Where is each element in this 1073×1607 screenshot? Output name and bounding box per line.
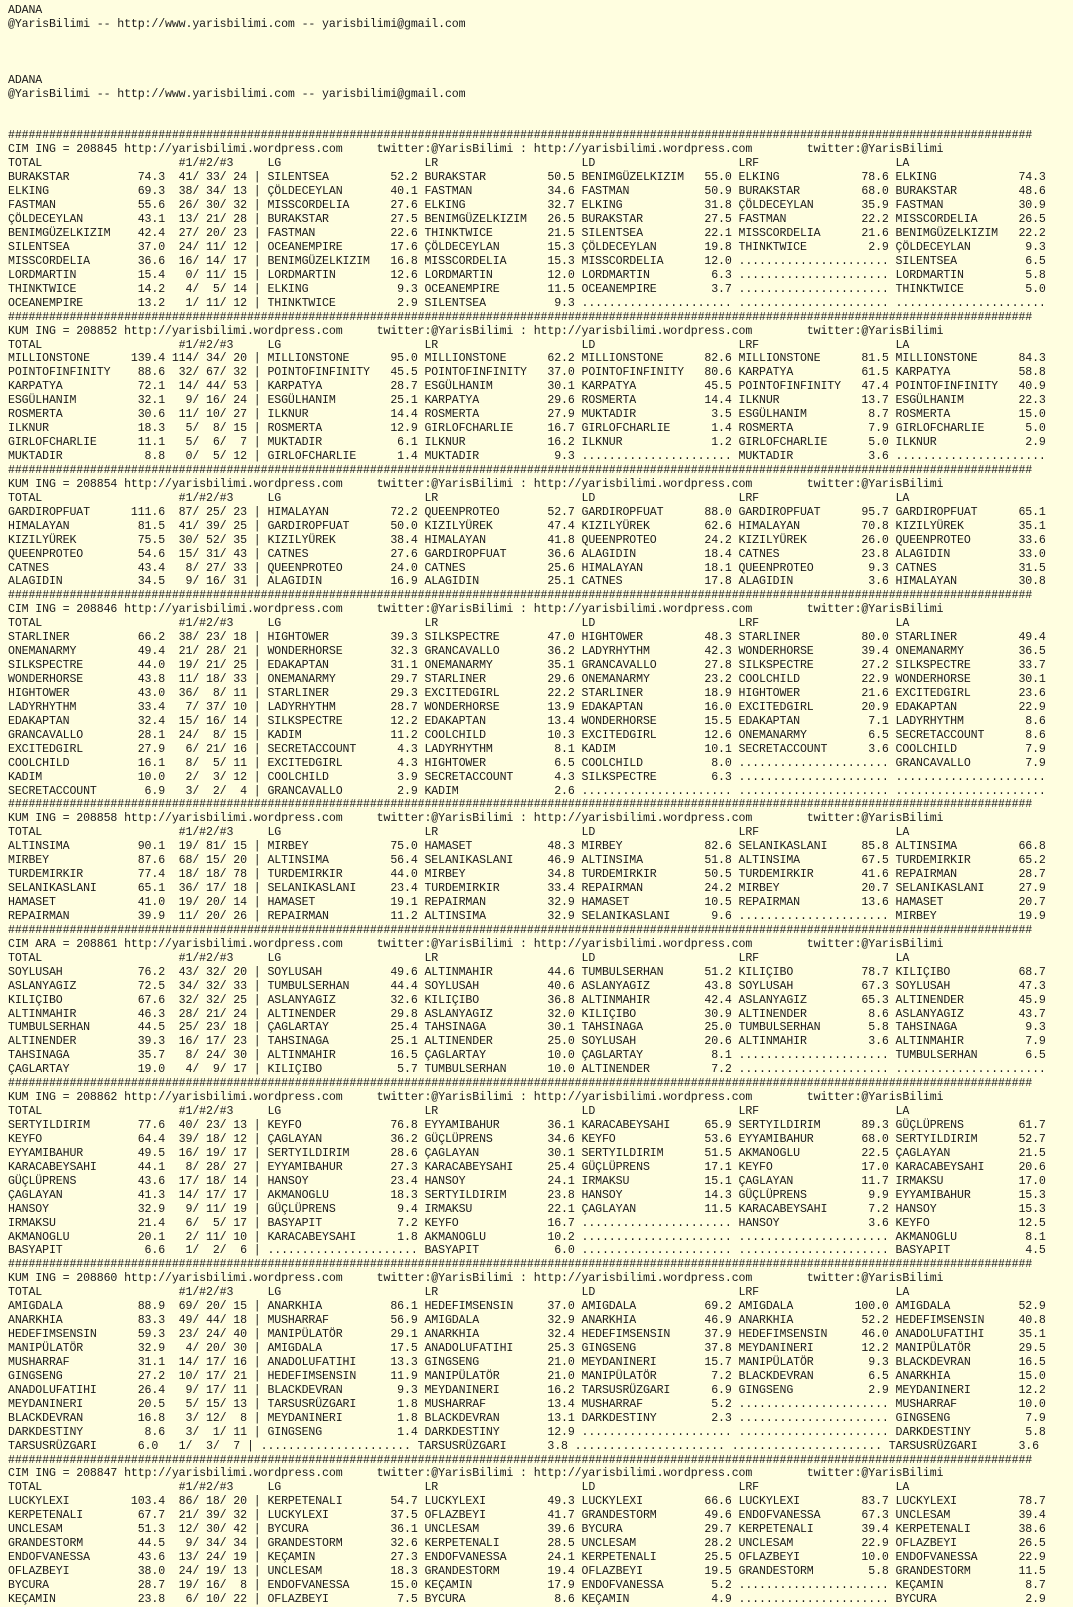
horse-row-line: GARDIROPFUAT 111.6 87/ 25/ 23 | HIMALAYAN 72.2 QUEENPROTEO 52.7 GARDIROPFUAT 88.0 GARDIROPFUAT 95.7 GARDIROPFUAT 65.1: [8, 505, 1046, 519]
horse-row-line: BURAKSTAR 74.3 41/ 33/ 24 | SILENTSEA 52.2 BURAKSTAR 50.5 BENIMGÜZELKIZIM 55.0 ELKING 78.6 ELKING 74.3: [8, 171, 1046, 185]
horse-row-line: QUEENPROTEO 54.6 15/ 31/ 43 | CATNES 27.6 GARDIROPFUAT 36.6 ALAGIDIN 18.4 CATNES 23.8 ALAGIDIN 33.0: [8, 547, 1046, 561]
separator-line: ######################################################################################################################################################: [8, 129, 1033, 143]
column-header-line: TOTAL #1/#2/#3 LG LR LD LRF LA: [8, 951, 910, 965]
horse-row-line: MANIPÜLATÖR 32.9 4/ 20/ 30 | AMIGDALA 17.5 ANADOLUFATIHI 25.3 GINGSENG 37.8 MEYDANINERI 12.2 MANIPÜLATÖR 29.5: [8, 1342, 1046, 1355]
horse-row-line: HANSOY 32.9 9/ 11/ 19 | GÜÇLÜPRENS 9.4 IRMAKSU 22.1 ÇAGLAYAN 11.5 KARACABEYSAHI 7.2 HANSOY 15.3: [8, 1202, 1046, 1216]
horse-row-line: ÇÖLDECEYLAN 43.1 13/ 21/ 28 | BURAKSTAR 27.5 BENIMGÜZELKIZIM 26.5 BURAKSTAR 27.5 FASTMAN 22.2 MISSCORDELIA 26.5: [8, 213, 1046, 227]
horse-row-line: COOLCHILD 16.1 8/ 5/ 11 | EXCITEDGIRL 4.3 HIGHTOWER 6.5 COOLCHILD 8.0 ...................... GRANCAVALLO 7.9: [8, 756, 1046, 770]
horse-row-line: THINKTWICE 14.2 4/ 5/ 14 | ELKING 9.3 OCEANEMPIRE 11.5 OCEANEMPIRE 3.7 ...................... THINKTWICE 5.0: [8, 282, 1046, 296]
race-header-line: KUM ING = 208854 http://yarisbilimi.wordpress.com twitter:@YarisBilimi : http://yarisbilimi.wordpress.com twitter:@YarisBilimi: [8, 477, 944, 491]
horse-row-line: HIGHTOWER 43.0 36/ 8/ 11 | STARLINER 29.3 EXCITEDGIRL 22.2 STARLINER 18.9 HIGHTOWER 21.6 EXCITEDGIRL 23.6: [8, 686, 1046, 700]
column-header-line: TOTAL #1/#2/#3 LG LR LD LRF LA: [8, 826, 910, 840]
horse-row-line: OCEANEMPIRE 13.2 1/ 11/ 12 | THINKTWICE 2.9 SILENTSEA 9.3 ...................... ...................... ......................: [8, 296, 1046, 310]
horse-row-line: AMIGDALA 88.9 69/ 20/ 15 | ANARKHIA 86.1 HEDEFIMSENSIN 37.0 AMIGDALA 69.2 AMIGDALA 100.0 AMIGDALA 52.9: [8, 1300, 1046, 1314]
horse-row-line: ÇAGLAYAN 41.3 14/ 17/ 17 | AKMANOGLU 18.3 SERTYILDIRIM 23.8 HANSOY 14.3 GÜÇLÜPRENS 9.9 EYYAMIBAHUR 15.3: [8, 1188, 1046, 1202]
horse-row-line: ALTINSIMA 90.1 19/ 81/ 15 | MIRBEY 75.0 HAMASET 48.3 MIRBEY 82.6 SELANIKASLANI 85.8 ALTINSIMA 66.8: [8, 840, 1046, 854]
horse-row-line: MEYDANINERI 20.5 5/ 15/ 13 | TARSUSRÜZGARI 1.8 MUSHARRAF 13.4 MUSHARRAF 5.2 ...................... MUSHARRAF 10.0: [8, 1397, 1046, 1411]
blank-line: [8, 102, 1065, 116]
horse-row-line: GINGSENG 27.2 10/ 17/ 21 | HEDEFIMSENSIN 11.9 MANIPÜLATÖR 21.0 MANIPÜLATÖR 7.2 BLACKDEVRAN 6.5 ANARKHIA 15.0: [8, 1369, 1046, 1383]
horse-row-line: LUCKYLEXI 103.4 86/ 18/ 20 | KERPETENALI 54.7 LUCKYLEXI 49.3 LUCKYLEXI 66.6 LUCKYLEXI 83.7 LUCKYLEXI 78.7: [8, 1495, 1046, 1509]
horse-row-line: SERTYILDIRIM 77.6 40/ 23/ 13 | KEYFO 76.8 EYYAMIBAHUR 36.1 KARACABEYSAHI 65.9 SERTYILDIRIM 89.3 GÜÇLÜPRENS 61.7: [8, 1119, 1046, 1132]
race-header-line: CIM ING = 208845 http://yarisbilimi.wordpress.com twitter:@YarisBilimi : http://yarisbilimi.wordpress.com twitter:@YarisBilimi: [8, 143, 944, 157]
horse-row-line: DARKDESTINY 8.6 3/ 1/ 11 | GINGSENG 1.4 DARKDESTINY 12.9 ...................... ...................... DARKDESTINY 5.8: [8, 1425, 1046, 1439]
horse-row-line: ONEMANARMY 49.4 21/ 28/ 21 | WONDERHORSE 32.3 GRANCAVALLO 36.2 LADYRHYTHM 42.3 WONDERHORSE 39.4 ONEMANARMY 36.5: [8, 645, 1046, 659]
horse-row-line: SELANIKASLANI 65.1 36/ 17/ 18 | SELANIKASLANI 23.4 TURDEMIRKIR 33.4 REPAIRMAN 24.2 MIRBEY 20.7 SELANIKASLANI 27.9: [8, 882, 1046, 896]
horse-row-line: LADYRHYTHM 33.4 7/ 37/ 10 | LADYRHYTHM 28.7 WONDERHORSE 13.9 EDAKAPTAN 16.0 EXCITEDGIRL 20.9 EDAKAPTAN 22.9: [8, 700, 1046, 714]
horse-row-line: EXCITEDGIRL 27.9 6/ 21/ 16 | SECRETACCOUNT 4.3 LADYRHYTHM 8.1 KADIM 10.1 SECRETACCOUNT 3.6 COOLCHILD 7.9: [8, 742, 1046, 756]
horse-row-line: LORDMARTIN 15.4 0/ 11/ 15 | LORDMARTIN 12.6 LORDMARTIN 12.0 LORDMARTIN 6.3 ...................... LORDMARTIN 5.8: [8, 268, 1046, 282]
separator-line: ######################################################################################################################################################: [8, 589, 1033, 603]
horse-row-line: MISSCORDELIA 36.6 16/ 14/ 17 | BENIMGÜZELKIZIM 16.8 MISSCORDELIA 15.3 MISSCORDELIA 12.0 ...................... SILENTSEA 6.5: [8, 254, 1046, 268]
separator-line: ######################################################################################################################################################: [8, 310, 1033, 324]
separator-line: ######################################################################################################################################################: [8, 798, 1033, 812]
horse-row-line: MIRBEY 87.6 68/ 15/ 20 | ALTINSIMA 56.4 SELANIKASLANI 46.9 ALTINSIMA 51.8 ALTINSIMA 67.5 TURDEMIRKIR 65.2: [8, 854, 1046, 868]
horse-row-line: ASLANYAGIZ 72.5 34/ 32/ 33 | TUMBULSERHAN 44.4 SOYLUSAH 40.6 ASLANYAGIZ 43.8 SOYLUSAH 67.3 SOYLUSAH 47.3: [8, 979, 1046, 993]
horse-row-line: AKMANOGLU 20.1 2/ 11/ 10 | KARACABEYSAHI 1.8 AKMANOGLU 10.2 ...................... ...................... AKMANOGLU 8.1: [8, 1230, 1046, 1244]
horse-row-line: GÜÇLÜPRENS 43.6 17/ 18/ 14 | HANSOY 23.4 HANSOY 24.1 IRMAKSU 15.1 ÇAGLAYAN 11.7 IRMAKSU 17.0: [8, 1174, 1046, 1188]
horse-row-line: GRANCAVALLO 28.1 24/ 8/ 15 | KADIM 11.2 COOLCHILD 10.3 EXCITEDGIRL 12.6 ONEMANARMY 6.5 SECRETACCOUNT 8.6: [8, 728, 1046, 742]
race-header-line: KUM ING = 208858 http://yarisbilimi.wordpress.com twitter:@YarisBilimi : http://yarisbilimi.wordpress.com twitter:@YarisBilimi: [8, 812, 944, 826]
horse-row-line: MUKTADIR 8.8 0/ 5/ 12 | GIRLOFCHARLIE 1.4 MUKTADIR 9.3 ...................... MUKTADIR 3.6 ......................: [8, 450, 1046, 463]
horse-row-line: GRANDESTORM 44.5 9/ 34/ 34 | GRANDESTORM 32.6 KERPETENALI 28.5 UNCLESAM 28.2 UNCLESAM 22.9 OFLAZBEYI 26.5: [8, 1537, 1046, 1551]
horse-row-line: HEDEFIMSENSIN 59.3 23/ 24/ 40 | MANIPÜLATÖR 29.1 ANARKHIA 32.4 HEDEFIMSENSIN 37.9 HEDEFIMSENSIN 46.0 ANADOLUFATIHI 35.1: [8, 1328, 1046, 1342]
horse-row-line: SECRETACCOUNT 6.9 3/ 2/ 4 | GRANCAVALLO 2.9 KADIM 2.6 ...................... ...................... ......................: [8, 784, 1046, 798]
site-header-line: @YarisBilimi -- http://www.yarisbilimi.com -- yarisbilimi@gmail.com: [8, 17, 466, 31]
horse-row-line: SILKSPECTRE 44.0 19/ 21/ 25 | EDAKAPTAN 31.1 ONEMANARMY 35.1 GRANCAVALLO 27.8 SILKSPECTRE 27.2 SILKSPECTRE 33.7: [8, 659, 1046, 673]
horse-row-line: TARSUSRÜZGARI 6.0 1/ 3/ 7 | ...................... TARSUSRÜZGARI 3.8 ...................... ...................... TARSUSRÜZGARI 3.6: [8, 1439, 1039, 1453]
horse-row-line: MILLIONSTONE 139.4 114/ 34/ 20 | MILLIONSTONE 95.0 MILLIONSTONE 62.2 MILLIONSTONE 82.6 MILLIONSTONE 81.5 MILLIONSTONE 84.3: [8, 352, 1046, 366]
column-header-line: TOTAL #1/#2/#3 LG LR LD LRF LA: [8, 1481, 910, 1495]
horse-row-line: UNCLESAM 51.3 12/ 30/ 42 | BYCURA 36.1 UNCLESAM 39.6 BYCURA 29.7 KERPETENALI 39.4 KERPETENALI 38.6: [8, 1523, 1046, 1537]
blank-line: [8, 116, 1065, 130]
horse-row-line: KEÇAMIN 23.8 6/ 10/ 22 | OFLAZBEYI 7.5 BYCURA 8.6 KEÇAMIN 4.9 ...................... BYCURA 2.9: [8, 1592, 1046, 1606]
column-header-line: TOTAL #1/#2/#3 LG LR LD LRF LA: [8, 1286, 910, 1300]
horse-row-line: OFLAZBEYI 38.0 24/ 19/ 13 | UNCLESAM 18.3 GRANDESTORM 19.4 OFLAZBEYI 19.5 GRANDESTORM 5.8 GRANDESTORM 11.5: [8, 1565, 1046, 1578]
horse-row-line: EYYAMIBAHUR 49.5 16/ 19/ 17 | SERTYILDIRIM 28.6 ÇAGLAYAN 30.1 SERTYILDIRIM 51.5 AKMANOGLU 22.5 ÇAGLAYAN 21.5: [8, 1146, 1046, 1160]
horse-row-line: EDAKAPTAN 32.4 15/ 16/ 14 | SILKSPECTRE 12.2 EDAKAPTAN 13.4 WONDERHORSE 15.5 EDAKAPTAN 7.1 LADYRHYTHM 8.6: [8, 714, 1046, 728]
horse-row-line: ALAGIDIN 34.5 9/ 16/ 31 | ALAGIDIN 16.9 ALAGIDIN 25.1 CATNES 17.8 ALAGIDIN 3.6 HIMALAYAN 30.8: [8, 575, 1046, 589]
horse-row-line: SOYLUSAH 76.2 43/ 32/ 20 | SOYLUSAH 49.6 ALTINMAHIR 44.6 TUMBULSERHAN 51.2 KILIÇIBO 78.7 KILIÇIBO 68.7: [8, 965, 1046, 979]
horse-row-line: BENIMGÜZELKIZIM 42.4 27/ 20/ 23 | FASTMAN 22.6 THINKTWICE 21.5 SILENTSEA 22.1 MISSCORDELIA 21.6 BENIMGÜZELKIZIM 22.2: [8, 227, 1046, 240]
horse-row-line: POINTOFINFINITY 88.6 32/ 67/ 32 | POINTOFINFINITY 45.5 POINTOFINFINITY 37.0 POINTOFINFINITY 80.6 KARPATYA 61.5 KARPATYA 58.8: [8, 366, 1046, 380]
horse-row-line: REPAIRMAN 39.9 11/ 20/ 26 | REPAIRMAN 11.2 ALTINSIMA 32.9 SELANIKASLANI 9.6 ...................... MIRBEY 19.9: [8, 909, 1046, 923]
column-header-line: TOTAL #1/#2/#3 LG LR LD LRF LA: [8, 1105, 910, 1119]
horse-row-line: TUMBULSERHAN 44.5 25/ 23/ 18 | ÇAGLARTAY 25.4 TAHSINAGA 30.1 TAHSINAGA 25.0 TUMBULSERHAN 5.8 TAHSINAGA 9.3: [8, 1021, 1046, 1035]
horse-row-line: ÇAGLARTAY 19.0 4/ 9/ 17 | KILIÇIBO 5.7 TUMBULSERHAN 10.0 ALTINENDER 7.2 ...................... ......................: [8, 1063, 1046, 1077]
blank-line: [8, 46, 1065, 60]
column-header-line: TOTAL #1/#2/#3 LG LR LD LRF LA: [8, 617, 910, 631]
horse-row-line: IRMAKSU 21.4 6/ 5/ 17 | BASYAPIT 7.2 KEYFO 16.7 ...................... HANSOY 3.6 KEYFO 12.5: [8, 1216, 1046, 1230]
horse-row-line: ALTINMAHIR 46.3 28/ 21/ 24 | ALTINENDER 29.8 ASLANYAGIZ 32.0 KILIÇIBO 30.9 ALTINENDER 8.6 ASLANYAGIZ 43.7: [8, 1007, 1046, 1021]
horse-row-line: HAMASET 41.0 19/ 20/ 14 | HAMASET 19.1 REPAIRMAN 32.9 HAMASET 10.5 REPAIRMAN 13.6 HAMASET 20.7: [8, 896, 1046, 909]
horse-row-line: KARPATYA 72.1 14/ 44/ 53 | KARPATYA 28.7 ESGÜLHANIM 30.1 KARPATYA 45.5 POINTOFINFINITY 47.4 POINTOFINFINITY 40.9: [8, 380, 1046, 394]
separator-line: ######################################################################################################################################################: [8, 1258, 1033, 1272]
race-header-line: CIM ING = 208847 http://yarisbilimi.wordpress.com twitter:@YarisBilimi : http://yarisbilimi.wordpress.com twitter:@YarisBilimi: [8, 1467, 944, 1481]
horse-row-line: STARLINER 66.2 38/ 23/ 18 | HIGHTOWER 39.3 SILKSPECTRE 47.0 HIGHTOWER 48.3 STARLINER 80.0 STARLINER 49.4: [8, 631, 1046, 645]
horse-row-line: FASTMAN 55.6 26/ 30/ 32 | MISSCORDELIA 27.6 ELKING 32.7 ELKING 31.8 ÇÖLDECEYLAN 35.9 FASTMAN 30.9: [8, 199, 1046, 213]
horse-row-line: KIZILYÜREK 75.5 30/ 52/ 35 | KIZILYÜREK 38.4 HIMALAYAN 41.8 QUEENPROTEO 24.2 KIZILYÜREK 26.0 QUEENPROTEO 33.6: [8, 533, 1046, 547]
separator-line: ######################################################################################################################################################: [8, 923, 1033, 937]
horse-row-line: WONDERHORSE 43.8 11/ 18/ 33 | ONEMANARMY 29.7 STARLINER 29.6 ONEMANARMY 23.2 COOLCHILD 22.9 WONDERHORSE 30.1: [8, 673, 1046, 686]
horse-row-line: BYCURA 28.7 19/ 16/ 8 | ENDOFVANESSA 15.0 KEÇAMIN 17.9 ENDOFVANESSA 5.2 ...................... KEÇAMIN 8.7: [8, 1578, 1046, 1592]
horse-row-line: TURDEMIRKIR 77.4 18/ 18/ 78 | TURDEMIRKIR 44.0 MIRBEY 34.8 TURDEMIRKIR 50.5 TURDEMIRKIR 41.6 REPAIRMAN 28.7: [8, 868, 1046, 882]
site-header-line: @YarisBilimi -- http://www.yarisbilimi.com -- yarisbilimi@gmail.com: [8, 87, 466, 101]
horse-row-line: BLACKDEVRAN 16.8 3/ 12/ 8 | MEYDANINERI 1.8 BLACKDEVRAN 13.1 DARKDESTINY 2.3 ...................... GINGSENG 7.9: [8, 1411, 1046, 1425]
horse-row-line: MUSHARRAF 31.1 14/ 17/ 16 | ANADOLUFATIHI 13.3 GINGSENG 21.0 MEYDANINERI 15.7 MANIPÜLATÖR 9.3 BLACKDEVRAN 16.5: [8, 1355, 1046, 1369]
horse-row-line: SILENTSEA 37.0 24/ 11/ 12 | OCEANEMPIRE 17.6 ÇÖLDECEYLAN 15.3 ÇÖLDECEYLAN 19.8 THINKTWICE 2.9 ÇÖLDECEYLAN 9.3: [8, 240, 1046, 254]
horse-row-line: CATNES 43.4 8/ 27/ 33 | QUEENPROTEO 24.0 CATNES 25.6 HIMALAYAN 18.1 QUEENPROTEO 9.3 CATNES 31.5: [8, 561, 1046, 575]
site-header-line: ADANA: [8, 4, 43, 17]
horse-row-line: BASYAPIT 6.6 1/ 2/ 6 | ...................... BASYAPIT 6.0 ...................... ...................... BASYAPIT 4.5: [8, 1244, 1046, 1258]
race-header-line: KUM ING = 208852 http://yarisbilimi.wordpress.com twitter:@YarisBilimi : http://yarisbilimi.wordpress.com twitter:@YarisBilimi: [8, 324, 944, 338]
separator-line: ######################################################################################################################################################: [8, 1077, 1033, 1091]
horse-row-line: ESGÜLHANIM 32.1 9/ 16/ 24 | ESGÜLHANIM 25.1 KARPATYA 29.6 ROSMERTA 14.4 ILKNUR 13.7 ESGÜLHANIM 22.3: [8, 394, 1046, 408]
horse-row-line: TAHSINAGA 35.7 8/ 24/ 30 | ALTINMAHIR 16.5 ÇAGLARTAY 10.0 ÇAGLARTAY 8.1 ...................... TUMBULSERHAN 6.5: [8, 1049, 1046, 1063]
horse-row-line: KADIM 10.0 2/ 3/ 12 | COOLCHILD 3.9 SECRETACCOUNT 4.3 SILKSPECTRE 6.3 ...................... ......................: [8, 770, 1046, 784]
horse-row-line: ILKNUR 18.3 5/ 8/ 15 | ROSMERTA 12.9 GIRLOFCHARLIE 16.7 GIRLOFCHARLIE 1.4 ROSMERTA 7.9 GIRLOFCHARLIE 5.0: [8, 422, 1046, 436]
horse-row-line: KILIÇIBO 67.6 32/ 32/ 25 | ASLANYAGIZ 32.6 KILIÇIBO 36.8 ALTINMAHIR 42.4 ASLANYAGIZ 65.3 ALTINENDER 45.9: [8, 993, 1046, 1007]
column-header-line: TOTAL #1/#2/#3 LG LR LD LRF LA: [8, 157, 910, 171]
horse-row-line: ELKING 69.3 38/ 34/ 13 | ÇÖLDECEYLAN 40.1 FASTMAN 34.6 FASTMAN 50.9 BURAKSTAR 68.0 BURAKSTAR 48.6: [8, 185, 1046, 199]
horse-row-line: ENDOFVANESSA 43.6 13/ 24/ 19 | KEÇAMIN 27.3 ENDOFVANESSA 24.1 KERPETENALI 25.5 OFLAZBEYI 10.0 ENDOFVANESSA 22.9: [8, 1551, 1046, 1565]
column-header-line: TOTAL #1/#2/#3 LG LR LD LRF LA: [8, 491, 910, 505]
column-header-line: TOTAL #1/#2/#3 LG LR LD LRF LA: [8, 338, 910, 352]
race-header-line: KUM ING = 208860 http://yarisbilimi.wordpress.com twitter:@YarisBilimi : http://yarisbilimi.wordpress.com twitter:@YarisBilimi: [8, 1272, 944, 1286]
horse-row-line: ALTINENDER 39.3 16/ 17/ 23 | TAHSINAGA 25.1 ALTINENDER 25.0 SOYLUSAH 20.6 ALTINMAHIR 3.6 ALTINMAHIR 7.9: [8, 1035, 1046, 1049]
site-header-line: ADANA: [8, 73, 43, 87]
horse-row-line: ROSMERTA 30.6 11/ 10/ 27 | ILKNUR 14.4 ROSMERTA 27.9 MUKTADIR 3.5 ESGÜLHANIM 8.7 ROSMERTA 15.0: [8, 408, 1046, 422]
blank-line: [8, 60, 1065, 74]
horse-row-line: HIMALAYAN 81.5 41/ 39/ 25 | GARDIROPFUAT 50.0 KIZILYÜREK 47.4 KIZILYÜREK 62.6 HIMALAYAN 70.8 KIZILYÜREK 35.1: [8, 519, 1046, 533]
horse-row-line: KEYFO 64.4 39/ 18/ 12 | ÇAGLAYAN 36.2 GÜÇLÜPRENS 34.6 KEYFO 53.6 EYYAMIBAHUR 68.0 SERTYILDIRIM 52.7: [8, 1132, 1046, 1146]
race-header-line: CIM ARA = 208861 http://yarisbilimi.wordpress.com twitter:@YarisBilimi : http://yarisbilimi.wordpress.com twitter:@YarisBilimi: [8, 937, 944, 951]
separator-line: ######################################################################################################################################################: [8, 463, 1033, 477]
horse-row-line: KARACABEYSAHI 44.1 8/ 28/ 27 | EYYAMIBAHUR 27.3 KARACABEYSAHI 25.4 GÜÇLÜPRENS 17.1 KEYFO 17.0 KARACABEYSAHI 20.6: [8, 1160, 1046, 1174]
race-header-line: KUM ING = 208862 http://yarisbilimi.wordpress.com twitter:@YarisBilimi : http://yarisbilimi.wordpress.com twitter:@YarisBilimi: [8, 1091, 944, 1105]
horse-row-line: KERPETENALI 67.7 21/ 39/ 32 | LUCKYLEXI 37.5 OFLAZBEYI 41.7 GRANDESTORM 49.6 ENDOFVANESSA 67.3 UNCLESAM 39.4: [8, 1509, 1046, 1523]
horse-row-line: ANADOLUFATIHI 26.4 9/ 17/ 11 | BLACKDEVRAN 9.3 MEYDANINERI 16.2 TARSUSRÜZGARI 6.9 GINGSENG 2.9 MEYDANINERI 12.2: [8, 1383, 1046, 1397]
separator-line: ######################################################################################################################################################: [8, 1453, 1033, 1467]
blank-line: [8, 32, 1065, 46]
race-header-line: CIM ING = 208846 http://yarisbilimi.wordpress.com twitter:@YarisBilimi : http://yarisbilimi.wordpress.com twitter:@YarisBilimi: [8, 603, 944, 617]
horse-row-line: ANARKHIA 83.3 49/ 44/ 18 | MUSHARRAF 56.9 AMIGDALA 32.9 ANARKHIA 46.9 ANARKHIA 52.2 HEDEFIMSENSIN 40.8: [8, 1314, 1046, 1328]
horse-row-line: GIRLOFCHARLIE 11.1 5/ 6/ 7 | MUKTADIR 6.1 ILKNUR 16.2 ILKNUR 1.2 GIRLOFCHARLIE 5.0 ILKNUR 2.9: [8, 436, 1046, 450]
